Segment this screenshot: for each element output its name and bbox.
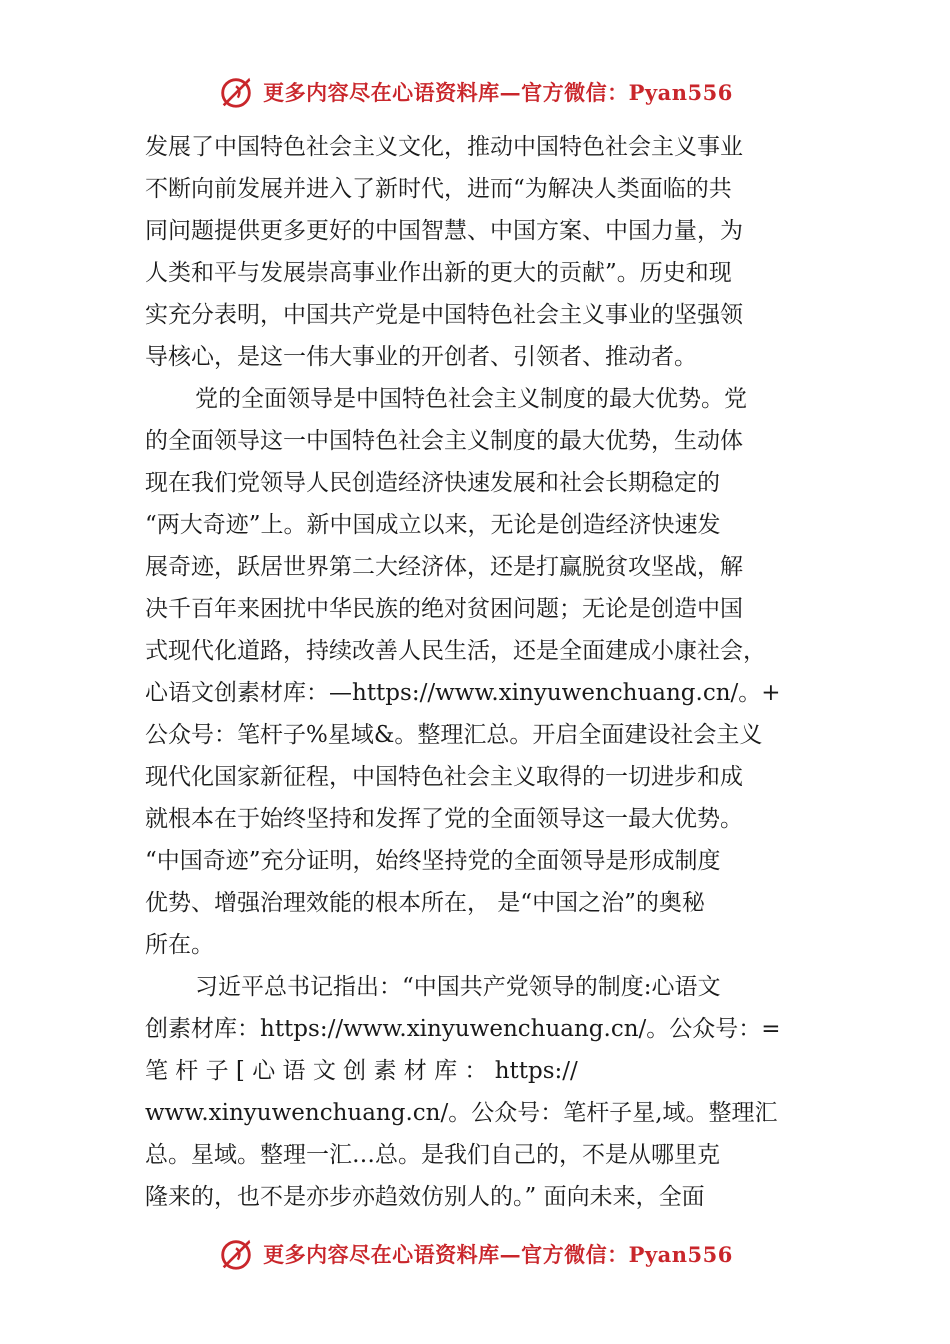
- text-line: 笔 杆 子 [ 心 语 文 创 素 材 库 ： https://: [145, 1058, 578, 1084]
- footer-banner: [0, 1232, 950, 1276]
- text-line: 现在我们党领导人民创造经济快速发展和社会长期稳定的: [145, 470, 720, 496]
- text-line: 不断向前发展并进入了新时代，进而“为解决人类面临的共: [145, 176, 732, 202]
- document-body: [145, 126, 810, 1218]
- pen-circle-logo-icon: [217, 1235, 255, 1273]
- text-line: 总。星域。整理一汇…总。是我们自己的，不是从哪里克: [145, 1142, 720, 1168]
- text-line: 就根本在于始终坚持和发挥了党的全面领导这一最大优势。: [145, 806, 743, 832]
- text-line: 式现代化道路，持续改善人民生活，还是全面建成小康社会，: [145, 638, 766, 664]
- paragraph-2: [145, 378, 810, 966]
- footer-banner-text: 更多内容尽在心语资料库—官方微信：Pyan556: [263, 1242, 733, 1267]
- pen-circle-logo-icon: [217, 73, 255, 111]
- text-line: 人类和平与发展崇高事业作出新的更大的贡献”。历史和现: [145, 260, 732, 286]
- text-line: 习近平总书记指出：“中国共产党领导的制度:心语文: [195, 974, 721, 1000]
- text-line: 的全面领导这一中国特色社会主义制度的最大优势，生动体: [145, 428, 743, 454]
- header-banner-text: 更多内容尽在心语资料库—官方微信：Pyan556: [263, 80, 733, 105]
- text-line: 现代化国家新征程，中国特色社会主义取得的一切进步和成: [145, 764, 743, 790]
- header-banner: [0, 70, 950, 114]
- text-line: 同问题提供更多更好的中国智慧、中国方案、中国力量，为: [145, 218, 743, 244]
- text-line: 公众号：笔杆子%星域&。整理汇总。开启全面建设社会主义: [145, 722, 763, 748]
- text-line: 展奇迹，跃居世界第二大经济体，还是打赢脱贫攻坚战，解: [145, 554, 743, 580]
- text-line: 心语文创素材库：—https://www.xinyuwenchuang.cn/。+: [145, 680, 781, 706]
- text-line: 导核心，是这一伟大事业的开创者、引领者、推动者。: [145, 344, 697, 370]
- text-line: www.xinyuwenchuang.cn/。公众号：笔杆子星,域。整理汇: [145, 1100, 778, 1126]
- text-line: 隆来的，也不是亦步亦趋效仿别人的。” 面向未来，全面: [145, 1184, 705, 1210]
- paragraph-1: [145, 126, 810, 378]
- text-line: 所在。: [145, 932, 214, 958]
- text-line: 实充分表明，中国共产党是中国特色社会主义事业的坚强领: [145, 302, 743, 328]
- text-line: “中国奇迹”充分证明，始终坚持党的全面领导是形成制度: [145, 848, 721, 874]
- text-line: 党的全面领导是中国特色社会主义制度的最大优势。党: [195, 386, 747, 412]
- paragraph-3: [145, 966, 810, 1218]
- text-line: 创素材库：https://www.xinyuwenchuang.cn/。公众号：=: [145, 1016, 781, 1042]
- text-line: “两大奇迹”上。新中国成立以来，无论是创造经济快速发: [145, 512, 721, 538]
- text-line: 发展了中国特色社会主义文化，推动中国特色社会主义事业: [145, 134, 743, 160]
- text-line: 优势、增强治理效能的根本所在， 是“中国之治”的奥秘: [145, 890, 705, 916]
- text-line: 决千百年来困扰中华民族的绝对贫困问题；无论是创造中国: [145, 596, 743, 622]
